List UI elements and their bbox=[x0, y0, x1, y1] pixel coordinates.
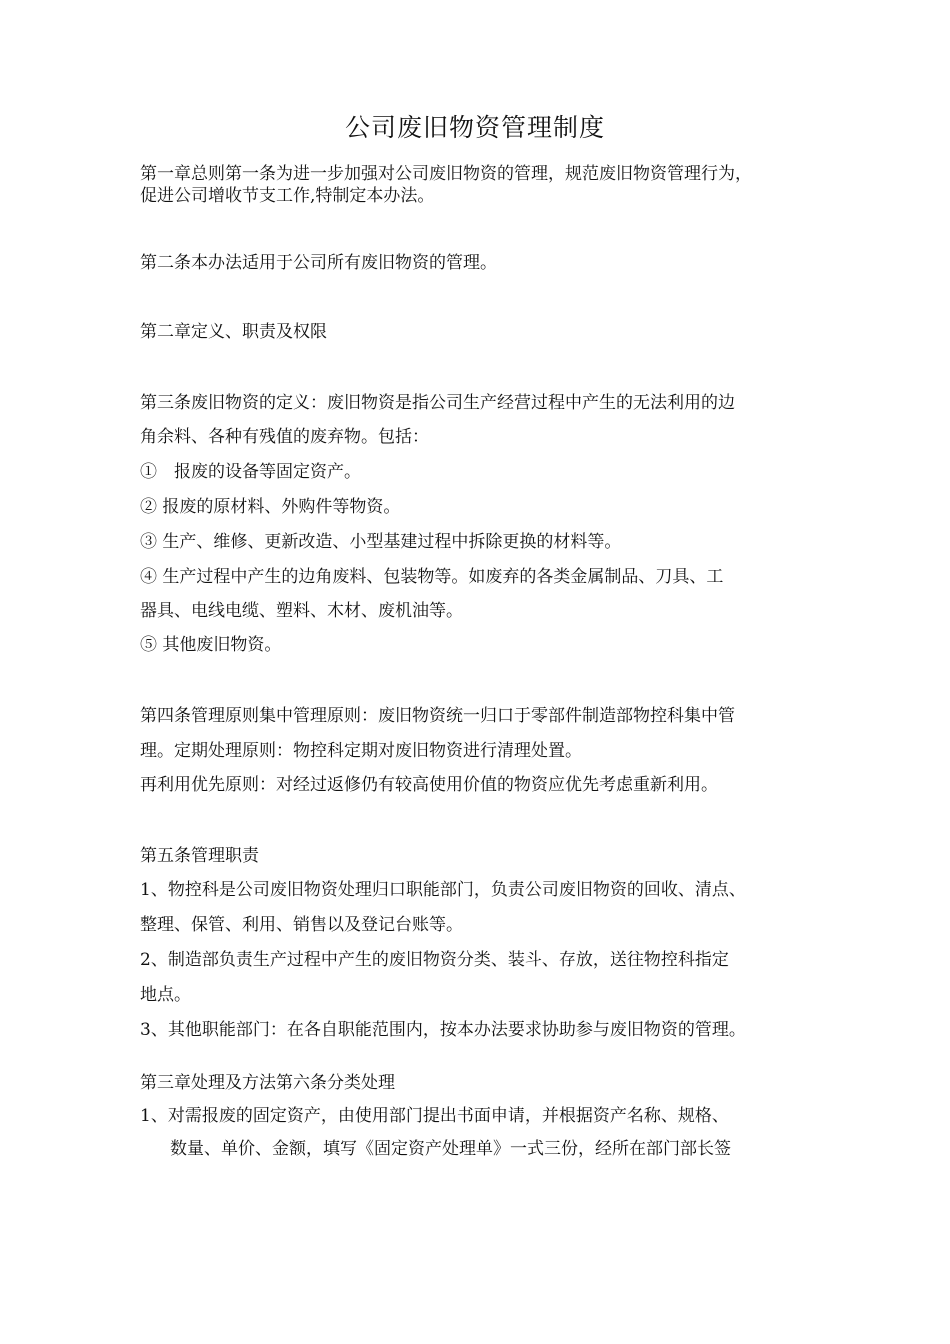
text-line: 角余料、各种有残值的废弃物。包括： bbox=[140, 427, 429, 447]
list-item: ⑤ 其他废旧物资。 bbox=[140, 635, 282, 655]
chapter-heading: 第三章处理及方法第六条分类处理 bbox=[140, 1073, 395, 1093]
list-item: 1、对需报废的固定资产，由使用部门提出书面申请，并根据资产名称、规格、 bbox=[140, 1106, 729, 1126]
list-item: 1、物控科是公司废旧物资处理归口职能部门，负责公司废旧物资的回收、清点、 bbox=[140, 880, 746, 900]
text-line: 促进公司增收节支工作,特制定本办法。 bbox=[140, 186, 435, 206]
chapter-heading: 第二章定义、职责及权限 bbox=[140, 322, 327, 342]
text-line: 再利用优先原则：对经过返修仍有较高使用价值的物资应优先考虑重新利用。 bbox=[140, 775, 718, 795]
text-line: 整理、保管、利用、销售以及登记台账等。 bbox=[140, 915, 463, 935]
section-heading: 第五条管理职责 bbox=[140, 846, 259, 866]
list-item: 3、其他职能部门：在各自职能范围内，按本办法要求协助参与废旧物资的管理。 bbox=[140, 1020, 746, 1040]
list-item: ② 报废的原材料、外购件等物资。 bbox=[140, 497, 401, 517]
text-line: 理。定期处理原则：物控科定期对废旧物资进行清理处置。 bbox=[140, 741, 582, 761]
text-line: 第四条管理原则集中管理原则：废旧物资统一归口于零部件制造部物控科集中管 bbox=[140, 706, 735, 726]
text-line: 第三条废旧物资的定义：废旧物资是指公司生产经营过程中产生的无法利用的边 bbox=[140, 393, 735, 413]
list-item: ③ 生产、维修、更新改造、小型基建过程中拆除更换的材料等。 bbox=[140, 532, 622, 552]
list-item: ④ 生产过程中产生的边角废料、包装物等。如废弃的各类金属制品、刀具、工 bbox=[140, 567, 724, 587]
text-line: 器具、电线电缆、塑料、木材、废机油等。 bbox=[140, 601, 463, 621]
text-line: 数量、单价、金额，填写《固定资产处理单》一式三份，经所在部门部长签 bbox=[170, 1139, 731, 1159]
list-item: ① 报废的设备等固定资产。 bbox=[140, 462, 361, 482]
text-line: 第一章总则第一条为进一步加强对公司废旧物资的管理，规范废旧物资管理行为， bbox=[140, 164, 752, 184]
text-line: 地点。 bbox=[140, 985, 191, 1005]
list-item: 2、制造部负责生产过程中产生的废旧物资分类、装斗、存放，送往物控科指定 bbox=[140, 950, 729, 970]
document-title: 公司废旧物资管理制度 bbox=[344, 113, 605, 142]
text-line: 第二条本办法适用于公司所有废旧物资的管理。 bbox=[140, 253, 497, 273]
